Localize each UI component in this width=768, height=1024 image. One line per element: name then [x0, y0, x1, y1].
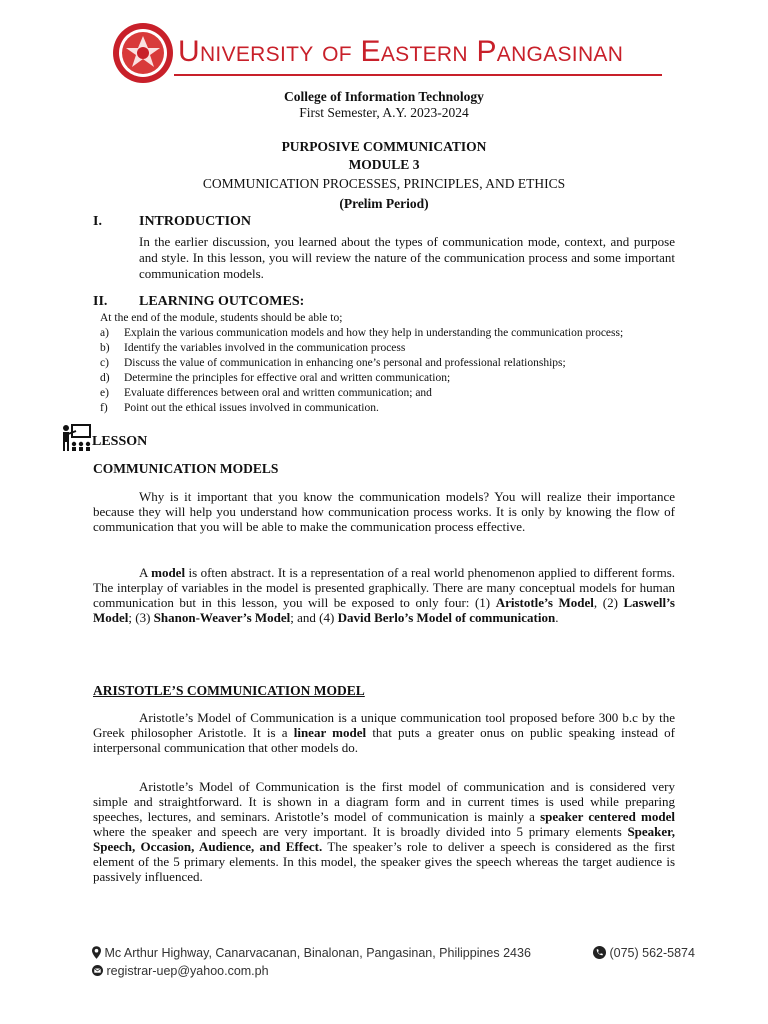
outcome-text: Explain the various communication models and how they help in understanding the communication process; [124, 327, 624, 339]
footer-email: registrar-uep@yahoo.com.ph [106, 964, 269, 978]
intro-heading: INTRODUCTION [139, 214, 252, 229]
outcome-letter: e) [100, 387, 109, 399]
outcome-letter: d) [100, 372, 110, 384]
lesson-paragraph-2: A model is often abstract. It is a representation of a real world phenomenon applied to different forms. The interplay of variables in the model is presented graphically. There are many conceptual models for human communication but in this lesson, you will be exposed to only four: (1) Aristotle’s Model, (2) Laswell’s Model; (3) Shanon-Weaver’s Model; and (4) David Berlo’s Model of communication. [93, 565, 676, 625]
module-title: COMMUNICATION PROCESSES, PRINCIPLES, AND ETHICS [202, 176, 566, 191]
aristotle-paragraph-2: Aristotle’s Model of Communication is the first model of communication and is considered very simple and straightforward. It is shown in a diagram form and in current times is used while preparing speeches, lectures, and seminars. Aristotle’s model of communication is mainly a speaker centered model where the speaker and speech are very important. It is broadly divided into 5 primary elements Speaker, Speech, Occasion, Audience, and Effect. The speaker’s role to deliver a speech is considered as the first element of the 5 primary elements. In this model, the speaker gives the speech whereas the target audience is passively influenced. [93, 779, 676, 884]
outcome-letter: b) [100, 342, 110, 354]
outcomes-number: II. [93, 294, 108, 309]
phone-icon [593, 946, 606, 959]
period: (Prelim Period) [339, 196, 429, 211]
lesson-heading: COMMUNICATION MODELS [93, 461, 279, 476]
outcome-letter: f) [100, 402, 108, 414]
module-number: MODULE 3 [348, 157, 420, 172]
university-name: University of Eastern Pangasinan [178, 35, 624, 68]
outcomes-intro: At the end of the module, students should be able to; [100, 312, 343, 324]
teacher-board-icon [60, 423, 92, 453]
aristotle-paragraph-1: Aristotle’s Model of Communication is a unique communication tool proposed before 300 b.c by the Greek philosopher Aristotle. It is a linear model that puts a greater onus on public speaking instead of interpersonal communication that other models do. [93, 710, 675, 755]
outcome-text: Evaluate differences between oral and written communication; and [124, 387, 432, 399]
lesson-label: LESSON [92, 434, 148, 449]
email-icon [92, 965, 103, 976]
course-title: PURPOSIVE COMMUNICATION [281, 139, 487, 154]
outcome-text: Identify the variables involved in the communication process [124, 342, 406, 354]
footer-address: Mc Arthur Highway, Canarvacanan, Binalonan, Pangasinan, Philippines 2436 [104, 946, 531, 960]
outcome-text: Discuss the value of communication in enhancing one’s personal and professional relationships; [124, 357, 566, 369]
location-pin-icon [92, 946, 101, 959]
footer-phone: (075) 562-5874 [609, 946, 695, 960]
outcome-text: Point out the ethical issues involved in communication. [124, 402, 379, 414]
intro-text: In the earlier discussion, you learned about the types of communication mode, context, and purpose and style. In this lesson, you will review the nature of the communication process and some important communication models. [139, 234, 675, 281]
college-name: College of Information Technology [284, 89, 484, 104]
lesson-paragraph-1: Why is it important that you know the communication models? You will realize their importance because they will help you understand how communication process works. It is only by knowing the flow of communication that you will be able to make the communication process effective. [93, 489, 675, 534]
semester: First Semester, A.Y. 2023-2024 [299, 105, 469, 120]
outcomes-heading: LEARNING OUTCOMES: [139, 294, 305, 309]
outcome-text: Determine the principles for effective oral and written communication; [124, 372, 451, 384]
intro-number: I. [93, 214, 102, 229]
outcome-letter: c) [100, 357, 109, 369]
header-divider [174, 74, 662, 76]
aristotle-heading: ARISTOTLE’S COMMUNICATION MODEL [93, 683, 365, 698]
outcome-letter: a) [100, 327, 109, 339]
university-seal-logo [112, 22, 174, 84]
